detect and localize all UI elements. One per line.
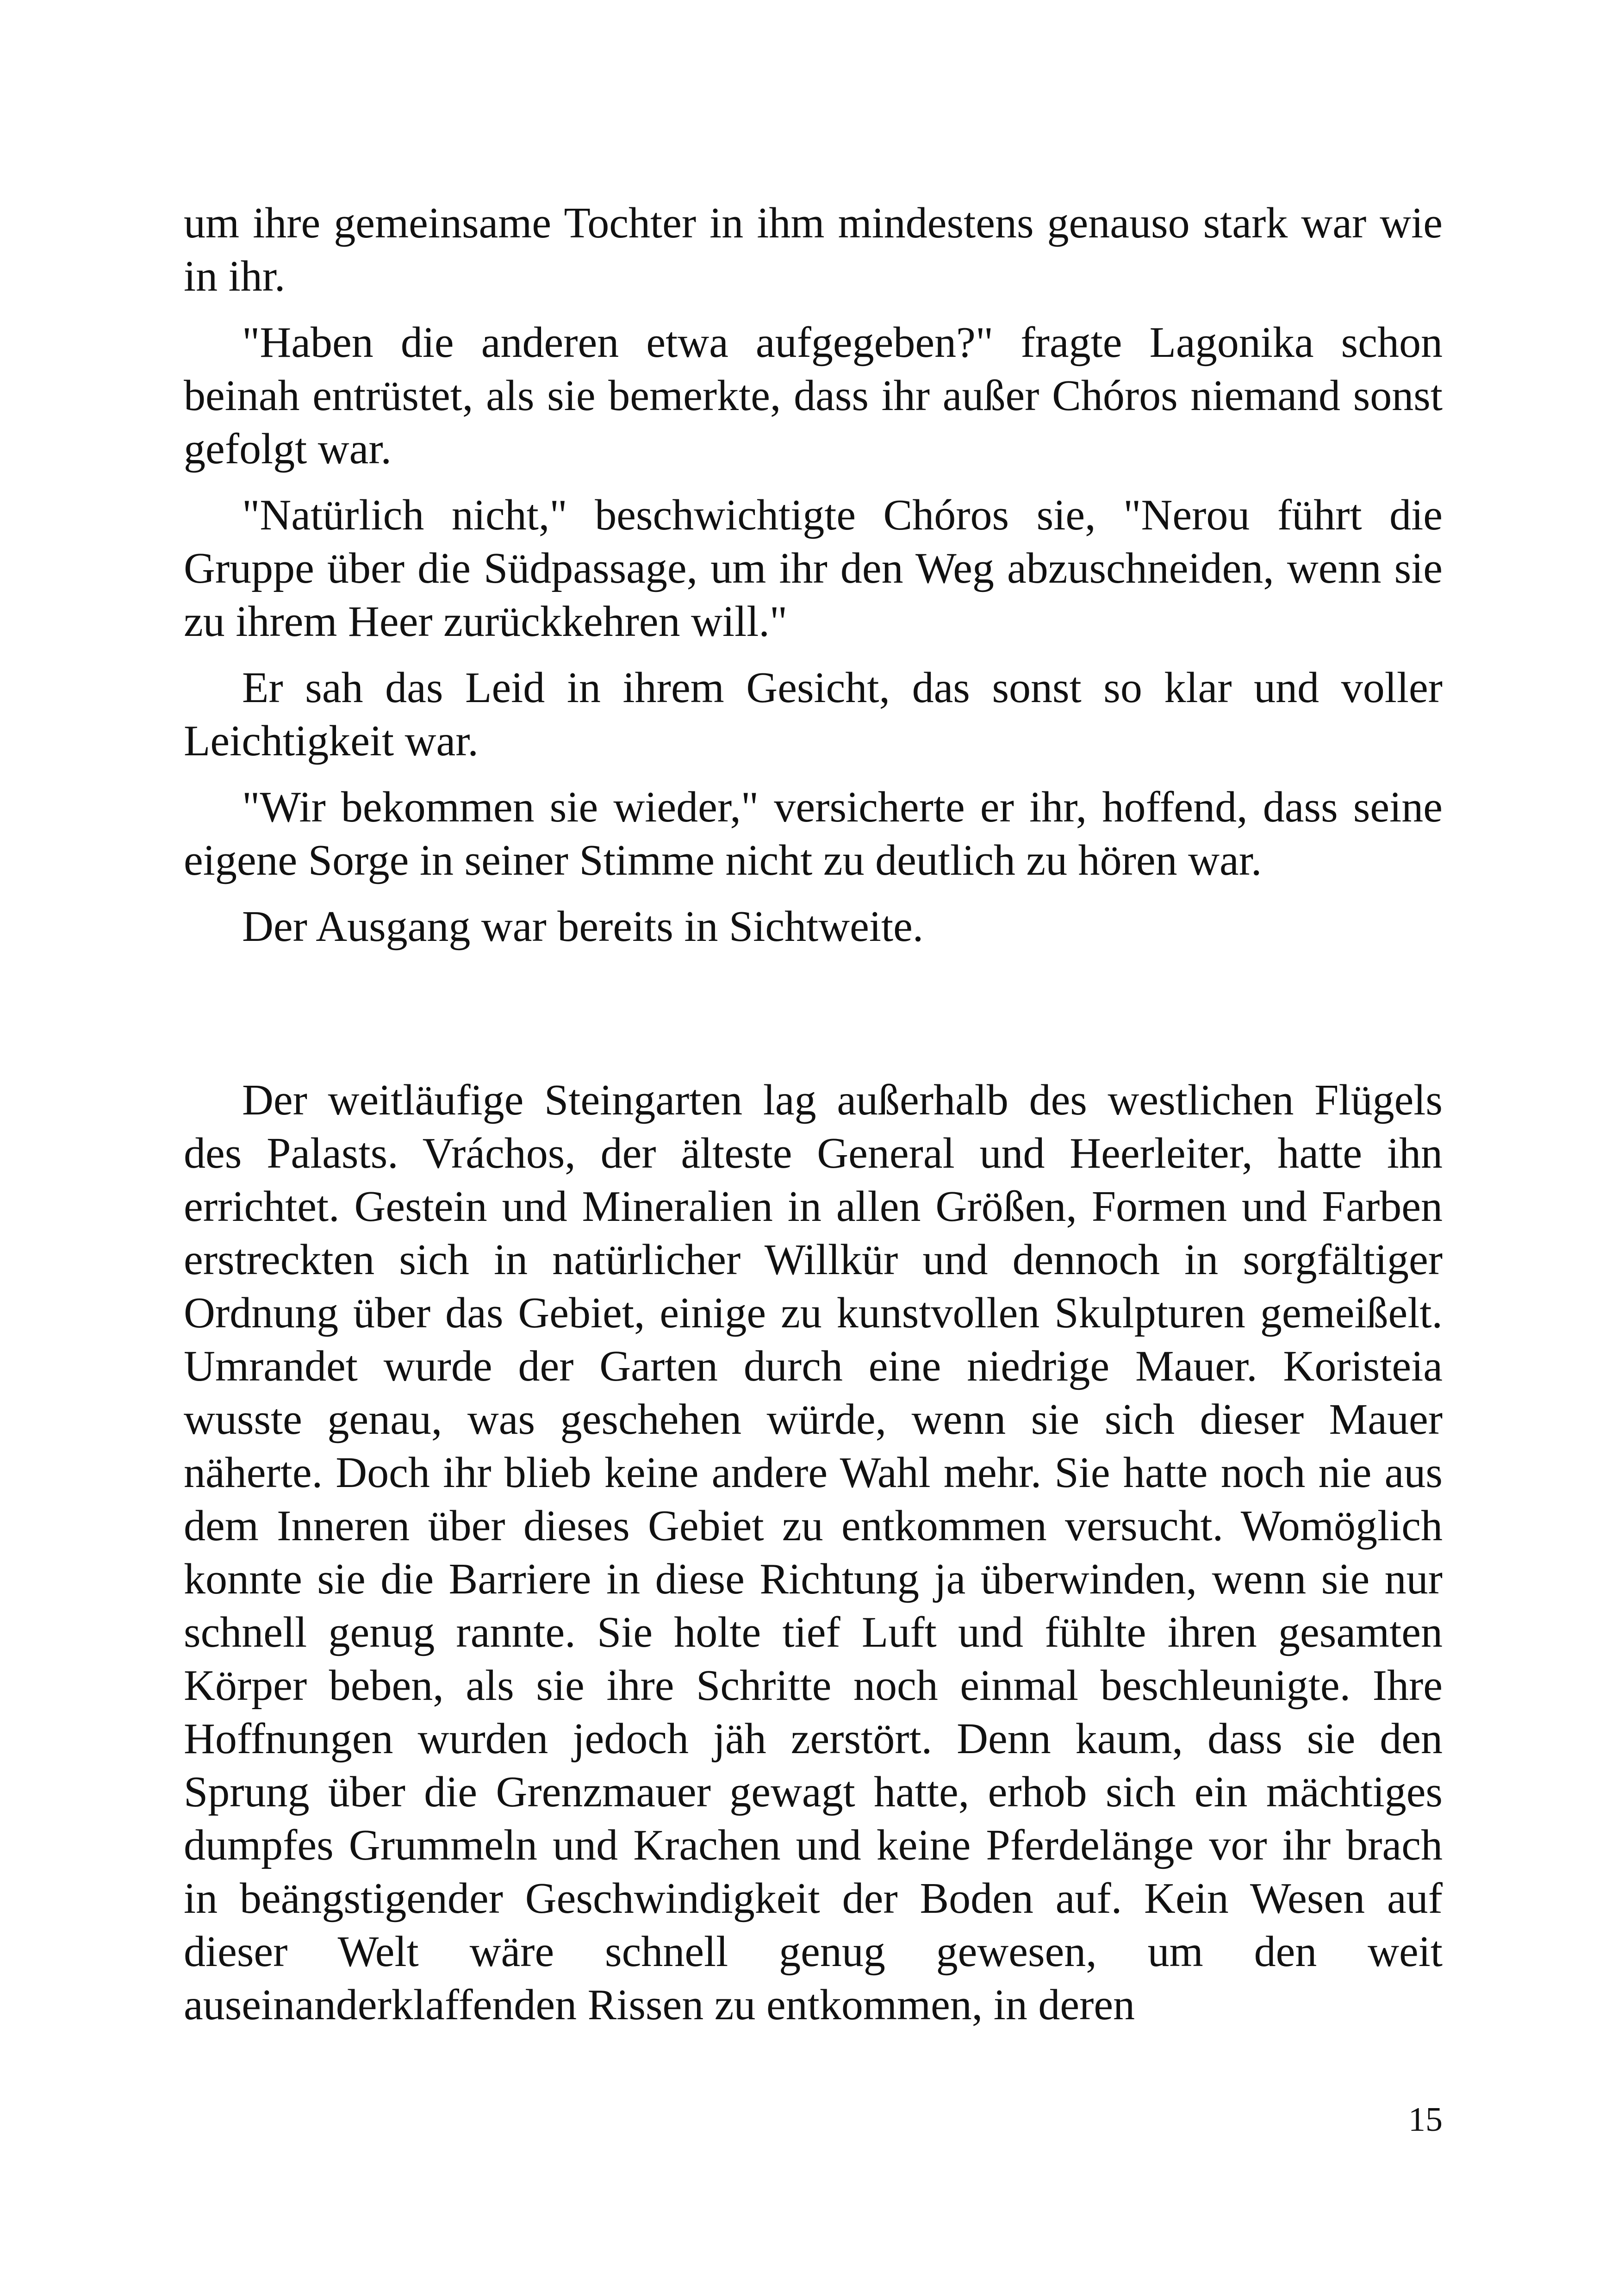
paragraph-narration: Er sah das Leid in ihrem Gesicht, das sonst so klar und voller Leichtigkeit war. <box>184 664 1443 765</box>
paragraph-dialogue-lagonika: "Haben die anderen etwa aufgegeben?" fragte Lagonika schon beinah entrüstet, als sie bemerkte, dass ihr außer Chóros niemand sonst gefolgt war. <box>184 318 1443 473</box>
paragraph-dialogue-reassurance: "Wir bekommen sie wieder," versicherte er ihr, hoffend, dass seine eigene Sorge in seiner Stimme nicht zu deutlich zu hören war. <box>184 783 1443 884</box>
paragraph-exit: Der Ausgang war bereits in Sichtweite. <box>242 902 924 951</box>
page-number: 15 <box>1408 2101 1443 2139</box>
paragraph-dialogue-choros: "Natürlich nicht," beschwichtigte Chóros sie, "Nerou führt die Gruppe über die Südpassage, um ihr den Weg abzuschneiden, wenn sie zu ihrem Heer zurückkehren will." <box>184 491 1443 646</box>
paragraph-steingarten: Der weitläufige Steingarten lag außerhalb des westlichen Flügels des Palasts. Vráchos, der älteste General und Heerleiter, hatte ihn errichtet. Gestein und Mineralien in allen Größen, Formen und Farben erstreckten sich in natürlicher Willkür und dennoch in sorgfältiger Ordnung über das Gebiet, einige zu kunstvollen Skulpturen gemeißelt. Umrandet wurde der Garten durch eine niedrige Mauer. Koristeia wusste genau, was geschehen würde, wenn sie sich dieser Mauer näherte. Doch ihr blieb keine andere Wahl mehr. Sie hatte noch nie aus dem Inneren über dieses Gebiet zu entkommen versucht. Womöglich konnte sie die Barriere in diese Richtung ja überwinden, wenn sie nur schnell genug rannte. Sie holte tief Luft und fühlte ihren gesamten Körper beben, als sie ihre Schritte noch einmal beschleunigte. Ihre Hoffnungen wurden jedoch jäh zerstört. Denn kaum, dass sie den Sprung über die Grenzmauer gewagt hatte, erhob sich ein mächtiges dumpfes Grummeln und Krachen und keine Pferdelänge vor ihr brach in beängstigender Geschwindigkeit der Boden auf. Kein Wesen auf dieser Welt wäre schnell genug gewesen, um den weit auseinanderklaffenden Rissen zu entkommen, in deren <box>184 1076 1443 2029</box>
page-body <box>184 197 1443 2045</box>
paragraph-continuation: um ihre gemeinsame Tochter in ihm mindestens genauso stark war wie in ihr. <box>184 199 1443 300</box>
